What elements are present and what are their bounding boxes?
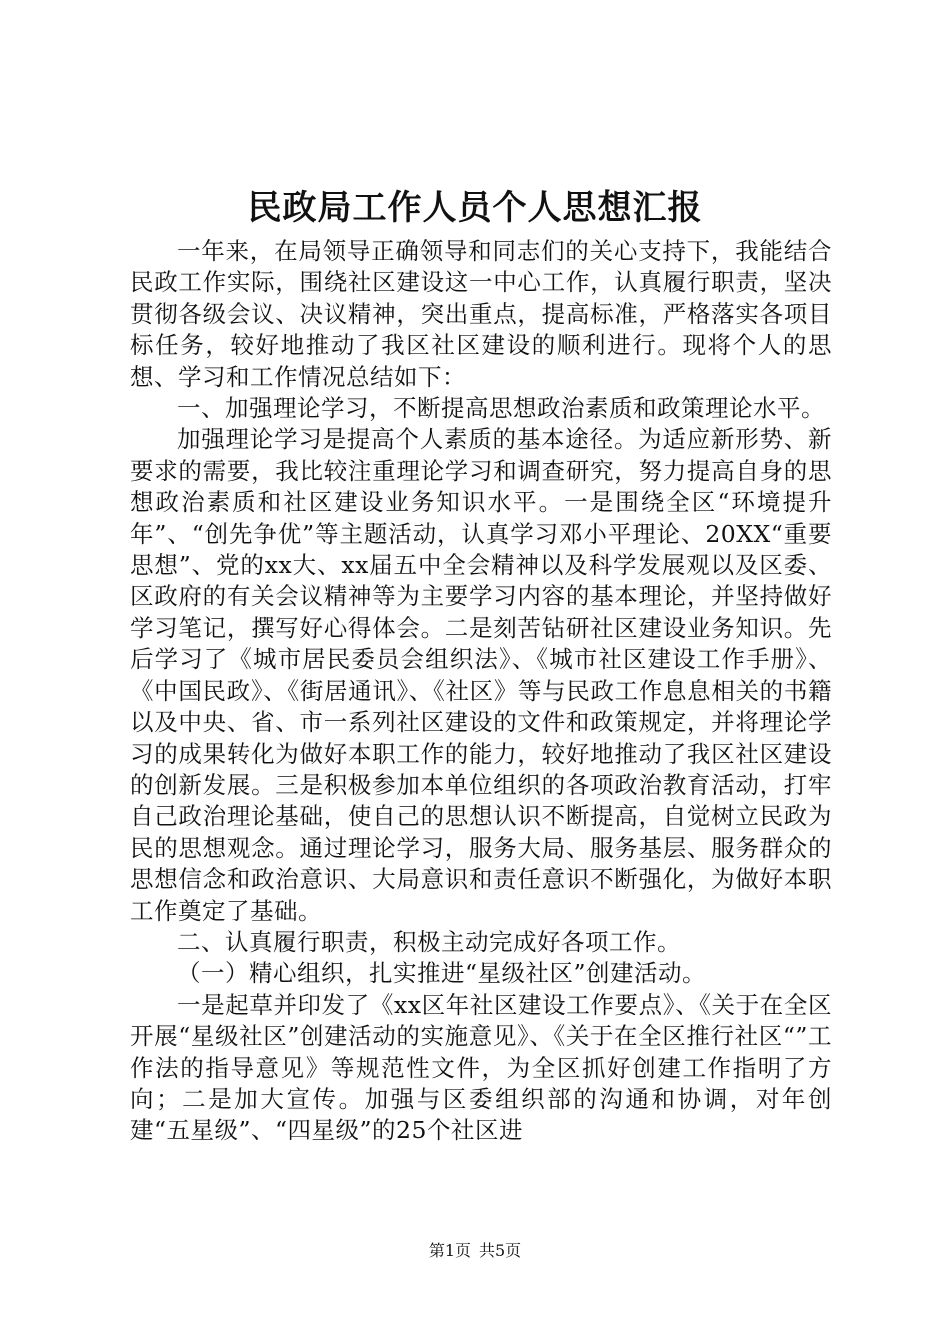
- paragraph-theory-study: 加强理论学习是提高个人素质的基本途径。为适应新形势、新要求的需要，我比较注重理论学习和调查研究，努力提高自身的思想政治素质和社区建设业务知识水平。一是围绕全区“环境提升年”、“创先争优”等主题活动，认真学习邓小平理论、20XX“重要思想”、党的xx大、xx届五中全会精神以及科学发展观以及区委、区政府的有关会议精神等为主要学习内容的基本理论，并坚持做好学习笔记，撰写好心得体会。二是刻苦钻研社区建设业务知识。先后学习了《城市居民委员会组织法》、《城市社区建设工作手册》、《中国民政》、《街居通讯》、《社区》等与民政工作息息相关的书籍以及中央、省、市一系列社区建设的文件和政策规定，并将理论学习的成果转化为做好本职工作的能力，较好地推动了我区社区建设的创新发展。三是积极参加本单位组织的各项政治教育活动，打牢自己政治理论基础，使自己的思想认识不断提高，自觉树立民政为民的思想观念。通过理论学习，服务大局、服务基层、服务群众的思想信念和政治意识、大局意识和责任意识不断强化，为做好本职工作奠定了基础。: [130, 425, 832, 925]
- paragraph-intro: 一年来，在局领导正确领导和同志们的关心支持下，我能结合民政工作实际，围绕社区建设这一中心工作，认真履行职责，坚决贯彻各级会议、决议精神，突出重点，提高标准，严格落实各项目标任务，较好地推动了我区社区建设的顺利进行。现将个人的思想、学习和工作情况总结如下：: [130, 237, 832, 391]
- document-body: [130, 236, 832, 1147]
- page-number: 第1页: [428, 1241, 471, 1260]
- section-heading-1: 一、加强理论学习，不断提高思想政治素质和政策理论水平。: [177, 394, 825, 423]
- document-title: 民政局工作人员个人思想汇报: [247, 188, 703, 228]
- subsection-heading-1: （一）精心组织，扎实推进“星级社区”创建活动。: [177, 959, 707, 988]
- section-heading-2: 二、认真履行职责，积极主动完成好各项工作。: [177, 927, 681, 956]
- page-total: 共5页: [479, 1241, 522, 1260]
- page-footer: [0, 1240, 950, 1262]
- paragraph-star-community: 一是起草并印发了《xx区年社区建设工作要点》、《关于在全区开展“星级社区”创建活动的实施意见》、《关于在全区推行社区“”工作法的指导意见》等规范性文件，为全区抓好创建工作指明了方向；二是加大宣传。加强与区委组织部的沟通和协调，对年创建“五星级”、“四星级”的25个社区进: [130, 990, 832, 1145]
